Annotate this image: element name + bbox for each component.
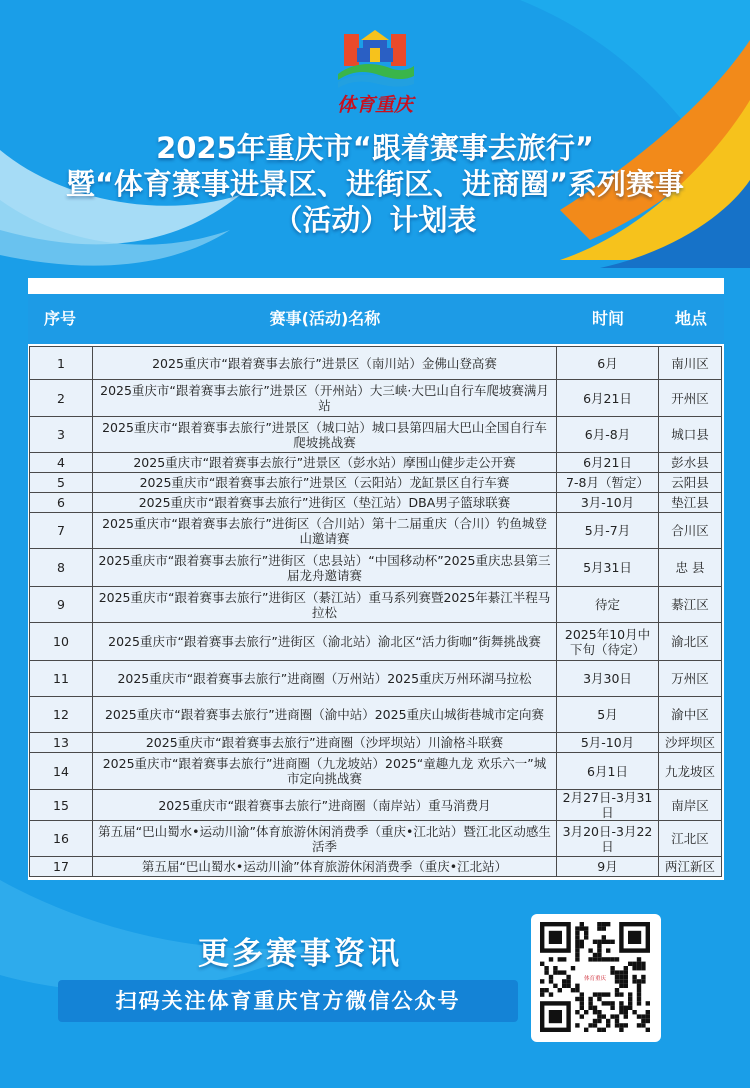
- cell-time: 6月21日: [557, 380, 659, 417]
- page-title: [0, 130, 750, 238]
- cell-index: 3: [30, 417, 93, 453]
- schedule-table: [29, 346, 722, 877]
- cell-time: 6月: [557, 347, 659, 380]
- cell-time: 5月: [557, 697, 659, 733]
- cell-index: 8: [30, 549, 93, 587]
- footer-title: 更多赛事资讯: [198, 936, 402, 972]
- table-row: [30, 513, 722, 549]
- schedule-table-card: [28, 278, 724, 880]
- cell-place: 渝中区: [659, 697, 722, 733]
- cell-name: 2025重庆市“跟着赛事去旅行”进景区（城口站）城口县第四届大巴山全国自行车爬坡挑战赛: [93, 417, 557, 453]
- table-row: [30, 453, 722, 473]
- table-row: [30, 821, 722, 857]
- cell-time: 3月20日-3月22日: [557, 821, 659, 857]
- cell-index: 11: [30, 661, 93, 697]
- cell-place: 南岸区: [659, 790, 722, 821]
- cell-name: 2025重庆市“跟着赛事去旅行”进街区（垫江站）DBA男子篮球联赛: [93, 493, 557, 513]
- cell-time: 2月27日-3月31日: [557, 790, 659, 821]
- cell-time: 3月30日: [557, 661, 659, 697]
- cell-index: 17: [30, 857, 93, 877]
- cell-time: 2025年10月中下旬（待定）: [557, 623, 659, 661]
- cell-name: 2025重庆市“跟着赛事去旅行”进景区（南川站）金佛山登高赛: [93, 347, 557, 380]
- cell-time: 3月-10月: [557, 493, 659, 513]
- cell-index: 4: [30, 453, 93, 473]
- header-time: 时间: [591, 309, 624, 328]
- qr-center-logo: 体育重庆: [583, 976, 607, 983]
- cell-name: 2025重庆市“跟着赛事去旅行”进街区（渝北站）渝北区“活力街咖”街舞挑战赛: [93, 623, 557, 661]
- table-header-row: [28, 294, 724, 344]
- cell-index: 5: [30, 473, 93, 493]
- table-row: [30, 697, 722, 733]
- wechat-qr-code[interactable]: [531, 914, 661, 1042]
- cell-name: 2025重庆市“跟着赛事去旅行”进街区（綦江站）重马系列赛暨2025年綦江半程马拉松: [93, 587, 557, 623]
- cell-name: 第五届“巴山蜀水•运动川渝”体育旅游休闲消费季（重庆•江北站）暨江北区动感生活季: [93, 821, 557, 857]
- logo-text: 体育重庆: [336, 94, 413, 116]
- cell-name: 2025重庆市“跟着赛事去旅行”进景区（云阳站）龙缸景区自行车赛: [93, 473, 557, 493]
- header-index: 序号: [43, 309, 76, 328]
- table-row: [30, 790, 722, 821]
- cell-index: 2: [30, 380, 93, 417]
- footer-subtitle: 扫码关注体育重庆官方微信公众号: [58, 980, 518, 1022]
- table-row: [30, 587, 722, 623]
- cell-name: 2025重庆市“跟着赛事去旅行”进景区（开州站）大三峡·大巴山自行车爬坡赛满月站: [93, 380, 557, 417]
- cell-place: 两江新区: [659, 857, 722, 877]
- cell-time: 待定: [557, 587, 659, 623]
- cell-place: 云阳县: [659, 473, 722, 493]
- cell-name: 2025重庆市“跟着赛事去旅行”进景区（彭水站）摩围山健步走公开赛: [93, 453, 557, 473]
- cell-place: 城口县: [659, 417, 722, 453]
- cell-place: 彭水县: [659, 453, 722, 473]
- cell-place: 沙坪坝区: [659, 733, 722, 753]
- cell-index: 12: [30, 697, 93, 733]
- title-line-3: （活动）计划表: [273, 203, 477, 237]
- cell-place: 垫江县: [659, 493, 722, 513]
- cell-place: 南川区: [659, 347, 722, 380]
- cell-place: 綦江区: [659, 587, 722, 623]
- cell-place: 万州区: [659, 661, 722, 697]
- cell-index: 14: [30, 753, 93, 790]
- cell-name: 2025重庆市“跟着赛事去旅行”进街区（忠县站）“中国移动杯”2025重庆忠县第三届龙舟邀请赛: [93, 549, 557, 587]
- cell-name: 2025重庆市“跟着赛事去旅行”进商圈（九龙坡站）2025“童趣九龙 欢乐六一”城市定向挑战赛: [93, 753, 557, 790]
- cell-name: 2025重庆市“跟着赛事去旅行”进商圈（南岸站）重马消费月: [93, 790, 557, 821]
- cell-name: 2025重庆市“跟着赛事去旅行”进商圈（渝中站）2025重庆山城街巷城市定向赛: [93, 697, 557, 733]
- cell-name: 第五届“巴山蜀水•运动川渝”体育旅游休闲消费季（重庆•江北站）: [93, 857, 557, 877]
- cell-place: 渝北区: [659, 623, 722, 661]
- title-line-1: 2025年重庆市“跟着赛事去旅行”: [156, 131, 594, 165]
- cell-place: 开州区: [659, 380, 722, 417]
- cell-time: 6月-8月: [557, 417, 659, 453]
- cell-name: 2025重庆市“跟着赛事去旅行”进商圈（万州站）2025重庆万州环湖马拉松: [93, 661, 557, 697]
- cell-index: 13: [30, 733, 93, 753]
- table-row: [30, 661, 722, 697]
- qr-code-icon: [531, 914, 661, 1042]
- table-row: [30, 493, 722, 513]
- cell-time: 7-8月（暂定）: [557, 473, 659, 493]
- cell-name: 2025重庆市“跟着赛事去旅行”进商圈（沙坪坝站）川渝格斗联赛: [93, 733, 557, 753]
- cell-time: 9月: [557, 857, 659, 877]
- cell-index: 1: [30, 347, 93, 380]
- table-row: [30, 753, 722, 790]
- table-row: [30, 417, 722, 453]
- cell-index: 9: [30, 587, 93, 623]
- cell-time: 6月1日: [557, 753, 659, 790]
- cell-time: 6月21日: [557, 453, 659, 473]
- cell-time: 5月-10月: [557, 733, 659, 753]
- cell-index: 16: [30, 821, 93, 857]
- header-place: 地点: [674, 309, 707, 328]
- table-row: [30, 549, 722, 587]
- title-line-2: 暨“体育赛事进景区、进街区、进商圈”系列赛事: [65, 167, 685, 201]
- logo-emblem-icon: [330, 26, 420, 92]
- cell-time: 5月31日: [557, 549, 659, 587]
- cell-name: 2025重庆市“跟着赛事去旅行”进街区（合川站）第十二届重庆（合川）钓鱼城登山邀请赛: [93, 513, 557, 549]
- cell-index: 6: [30, 493, 93, 513]
- table-row: [30, 623, 722, 661]
- header-name: 赛事(活动)名称: [269, 309, 381, 328]
- cell-place: 九龙坡区: [659, 753, 722, 790]
- table-row: [30, 380, 722, 417]
- table-body: [30, 347, 722, 877]
- cell-index: 15: [30, 790, 93, 821]
- table-row: [30, 473, 722, 493]
- cell-index: 10: [30, 623, 93, 661]
- table-row: [30, 347, 722, 380]
- cell-place: 合川区: [659, 513, 722, 549]
- cell-time: 5月-7月: [557, 513, 659, 549]
- table-row: [30, 857, 722, 877]
- cell-place: 忠 县: [659, 549, 722, 587]
- cell-index: 7: [30, 513, 93, 549]
- table-row: [30, 733, 722, 753]
- cell-place: 江北区: [659, 821, 722, 857]
- brand-logo: [330, 26, 420, 126]
